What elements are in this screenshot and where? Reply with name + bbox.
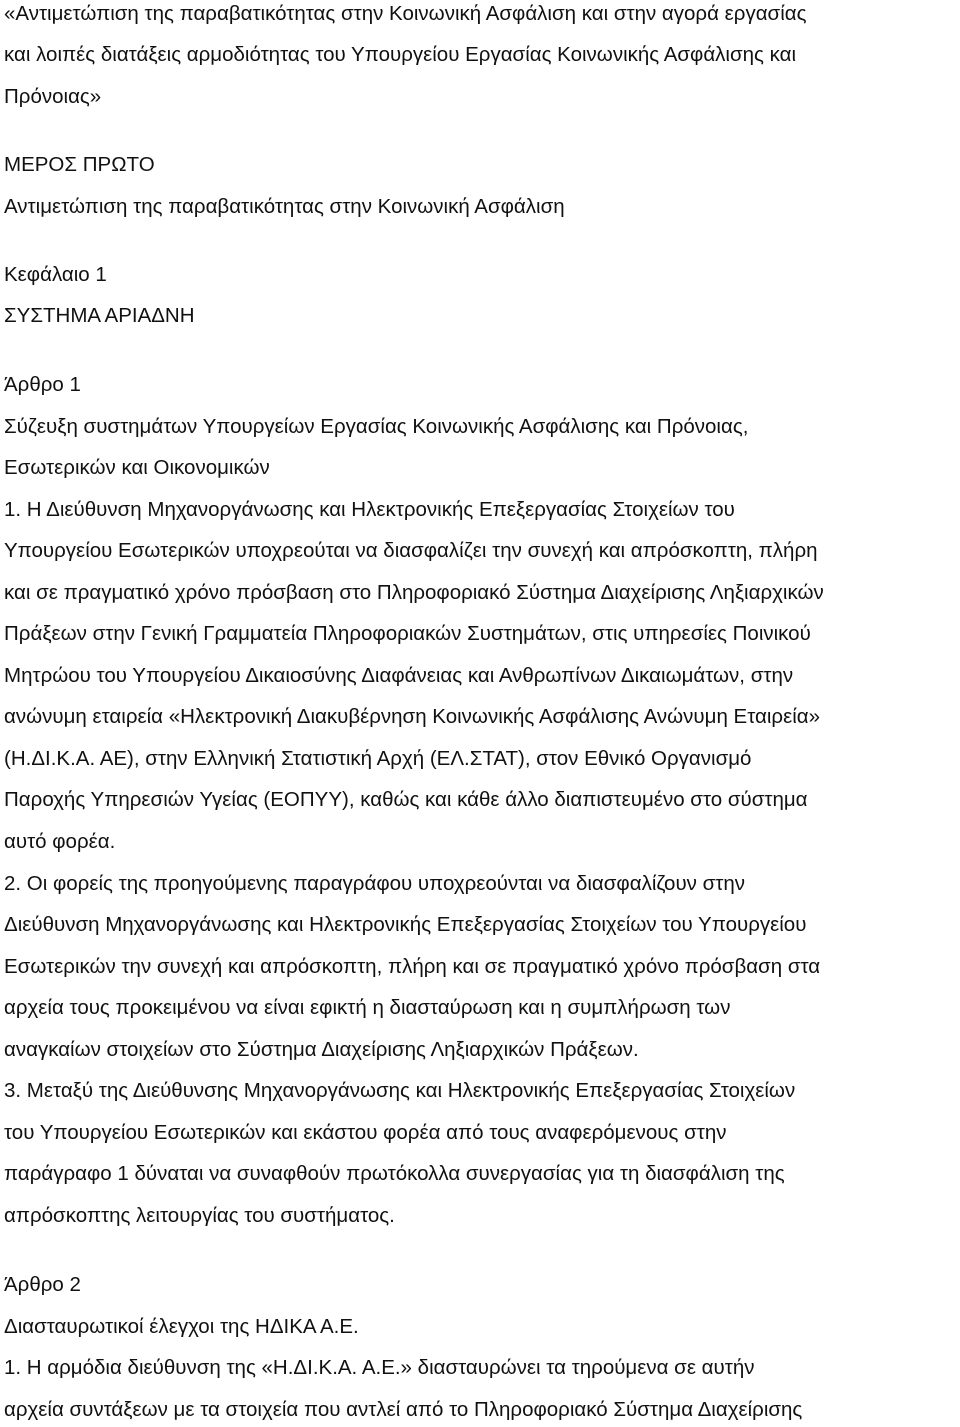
article-heading: Άρθρο 1: [4, 373, 81, 396]
paragraph-line: Μητρώου του Υπουργείου Δικαιοσύνης Διαφάνειας και Ανθρωπίνων Δικαιωμάτων, στην: [4, 664, 794, 687]
paragraph-line: 1. Η αρμόδια διεύθυνση της «Η.ΔΙ.Κ.Α. Α.Ε.» διασταυρώνει τα τηρούμενα σε αυτήν: [4, 1356, 755, 1379]
law-title-line: «Αντιμετώπιση της παραβατικότητας στην Κοινωνική Ασφάλιση και στην αγορά εργασίας: [4, 2, 807, 25]
article-title-line: Διασταυρωτικοί έλεγχοι της ΗΔΙΚΑ Α.Ε.: [4, 1315, 359, 1338]
law-title-line: και λοιπές διατάξεις αρμοδιότητας του Υπουργείου Εργασίας Κοινωνικής Ασφάλισης και: [4, 43, 797, 66]
paragraph-line: αρχεία τους προκειμένου να είναι εφικτή η διασταύρωση και η συμπλήρωση των: [4, 996, 731, 1019]
paragraph-line: αυτό φορέα.: [4, 830, 116, 853]
paragraph-line: Υπουργείου Εσωτερικών υποχρεούται να διασφαλίζει την συνεχή και απρόσκοπτη, πλήρη: [4, 539, 818, 562]
paragraph-line: (Η.ΔΙ.Κ.Α. ΑΕ), στην Ελληνική Στατιστική Αρχή (ΕΛ.ΣΤΑΤ), στον Εθνικό Οργανισμό: [4, 747, 752, 770]
part-label: ΜΕΡΟΣ ΠΡΩΤΟ: [4, 153, 155, 176]
law-title-line: Πρόνοιας»: [4, 85, 102, 108]
paragraph-line: του Υπουργείου Εσωτερικών και εκάστου φορέα από τους αναφερόμενους στην: [4, 1121, 727, 1144]
article-title-line: Εσωτερικών και Οικονομικών: [4, 456, 270, 479]
paragraph-line: Παροχής Υπηρεσιών Υγείας (ΕΟΠΥΥ), καθώς και κάθε άλλο διαπιστευμένο στο σύστημα: [4, 788, 808, 811]
chapter-label: Κεφάλαιο 1: [4, 263, 107, 286]
paragraph-line: παράγραφο 1 δύναται να συναφθούν πρωτόκολλα συνεργασίας για τη διασφάλιση της: [4, 1162, 785, 1185]
article-title-line: Σύζευξη συστημάτων Υπουργείων Εργασίας Κοινωνικής Ασφάλισης και Πρόνοιας,: [4, 415, 749, 438]
paragraph-line: και σε πραγματικό χρόνο πρόσβαση στο Πληροφοριακό Σύστημα Διαχείρισης Ληξιαρχικών: [4, 581, 824, 604]
paragraph-line: αρχεία συντάξεων με τα στοιχεία που αντλεί από το Πληροφοριακό Σύστημα Διαχείρισης: [4, 1398, 803, 1421]
chapter-title: ΣΥΣΤΗΜΑ ΑΡΙΑΔΝΗ: [4, 304, 195, 327]
article-heading: Άρθρο 2: [4, 1273, 81, 1296]
paragraph-line: 3. Μεταξύ της Διεύθυνσης Μηχανοργάνωσης και Ηλεκτρονικής Επεξεργασίας Στοιχείων: [4, 1079, 796, 1102]
part-title: Αντιμετώπιση της παραβατικότητας στην Κοινωνική Ασφάλιση: [4, 195, 565, 218]
paragraph-line: Πράξεων στην Γενική Γραμματεία Πληροφοριακών Συστημάτων, στις υπηρεσίες Ποινικού: [4, 622, 811, 645]
paragraph-line: απρόσκοπτης λειτουργίας του συστήματος.: [4, 1204, 395, 1227]
paragraph-line: Διεύθυνση Μηχανοργάνωσης και Ηλεκτρονικής Επεξεργασίας Στοιχείων του Υπουργείου: [4, 913, 807, 936]
paragraph-line: Εσωτερικών την συνεχή και απρόσκοπτη, πλήρη και σε πραγματικό χρόνο πρόσβαση στα: [4, 955, 821, 978]
paragraph-line: 2. Οι φορείς της προηγούμενης παραγράφου υποχρεούνται να διασφαλίζουν στην: [4, 872, 746, 895]
paragraph-line: 1. Η Διεύθυνση Μηχανοργάνωσης και Ηλεκτρονικής Επεξεργασίας Στοιχείων του: [4, 498, 735, 521]
paragraph-line: αναγκαίων στοιχείων στο Σύστημα Διαχείρισης Ληξιαρχικών Πράξεων.: [4, 1038, 639, 1061]
paragraph-line: ανώνυμη εταιρεία «Ηλεκτρονική Διακυβέρνηση Κοινωνικής Ασφάλισης Ανώνυμη Εταιρεία»: [4, 705, 821, 728]
